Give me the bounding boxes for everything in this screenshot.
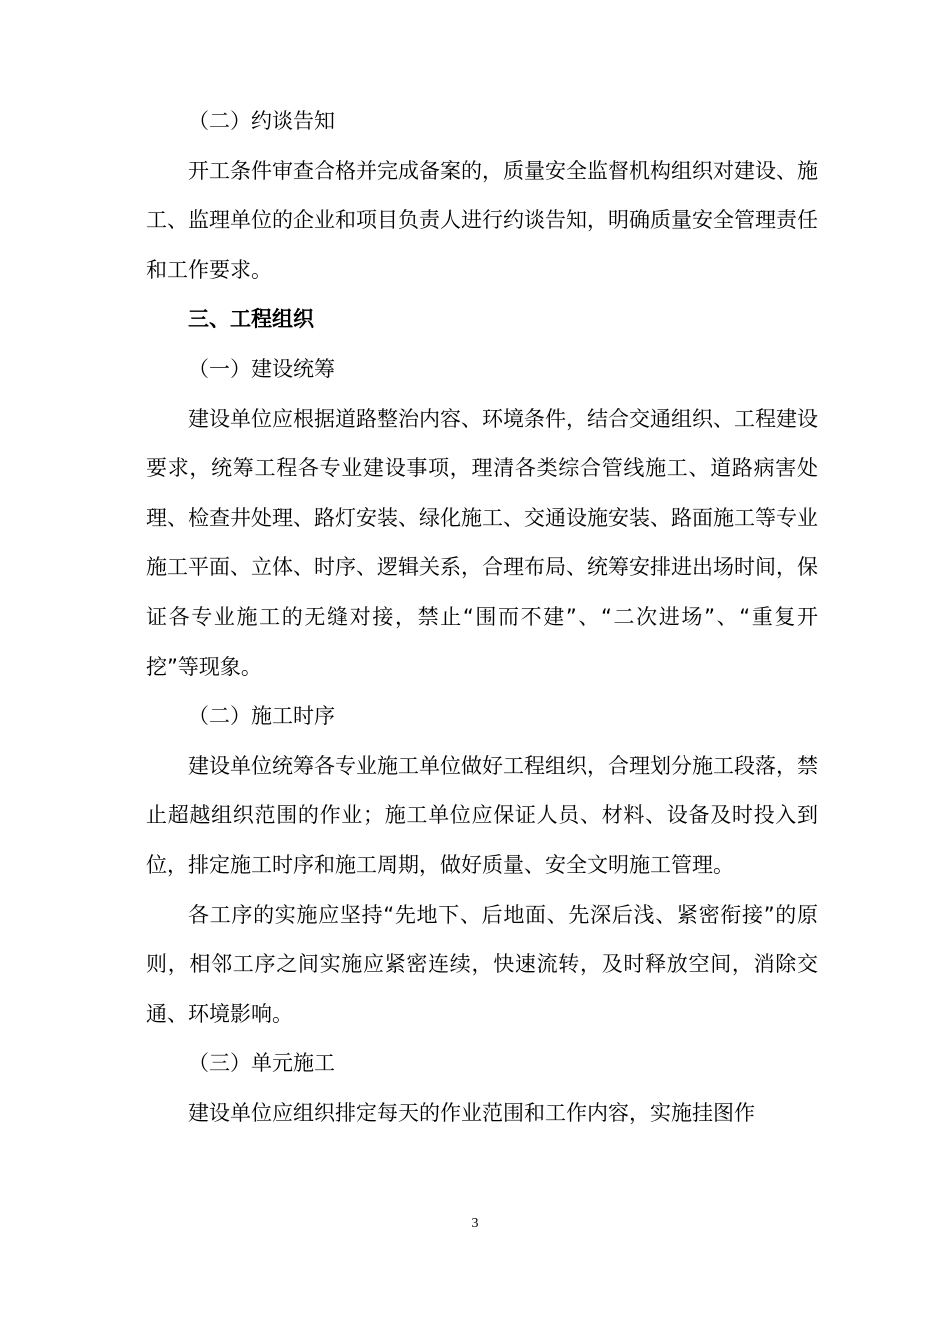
- paragraph-construction-sequence: 建设单位统筹各专业施工单位做好工程组织，合理划分施工段落，禁止超越组织范围的作业；施工单位应保证人员、材料、设备及时投入到位，排定施工时序和施工周期，做好质量、安全文明施工管理。: [146, 753, 818, 877]
- document-body: [146, 97, 818, 1138]
- section-heading-construction-sequence: （二）施工时序: [188, 704, 335, 729]
- section-heading-unit-construction: （三）单元施工: [188, 1051, 335, 1076]
- chapter-heading-project-organization: 三、工程组织: [188, 307, 314, 332]
- section-heading-construction-coordination: （一）建设统筹: [188, 356, 335, 381]
- paragraph-unit-construction: 建设单位应组织排定每天的作业范围和工作内容，实施挂图作: [188, 1100, 755, 1125]
- paragraph-process-principle: 各工序的实施应坚持“先地下、后地面、先深后浅、紧密衔接”的原则，相邻工序之间实施应紧密连续，快速流转，及时释放空间，消除交通、环境影响。: [146, 902, 818, 1026]
- paragraph-construction-coordination: 建设单位应根据道路整治内容、环境条件，结合交通组织、工程建设要求，统筹工程各专业建设事项，理清各类综合管线施工、道路病害处理、检查井处理、路灯安装、绿化施工、交通设施安装、路面施工等专业施工平面、立体、时序、逻辑关系，合理布局、统筹安排进出场时间，保证各专业施工的无缝对接，禁止“围而不建”、“二次进场”、“重复开挖”等现象。: [146, 406, 818, 679]
- page-number: 3: [471, 1216, 479, 1231]
- paragraph-appointment-notice: 开工条件审查合格并完成备案的，质量安全监督机构组织对建设、施工、监理单位的企业和项目负责人进行约谈告知，明确质量安全管理责任和工作要求。: [146, 158, 818, 282]
- section-heading-appointment-notice: （二）约谈告知: [188, 109, 335, 133]
